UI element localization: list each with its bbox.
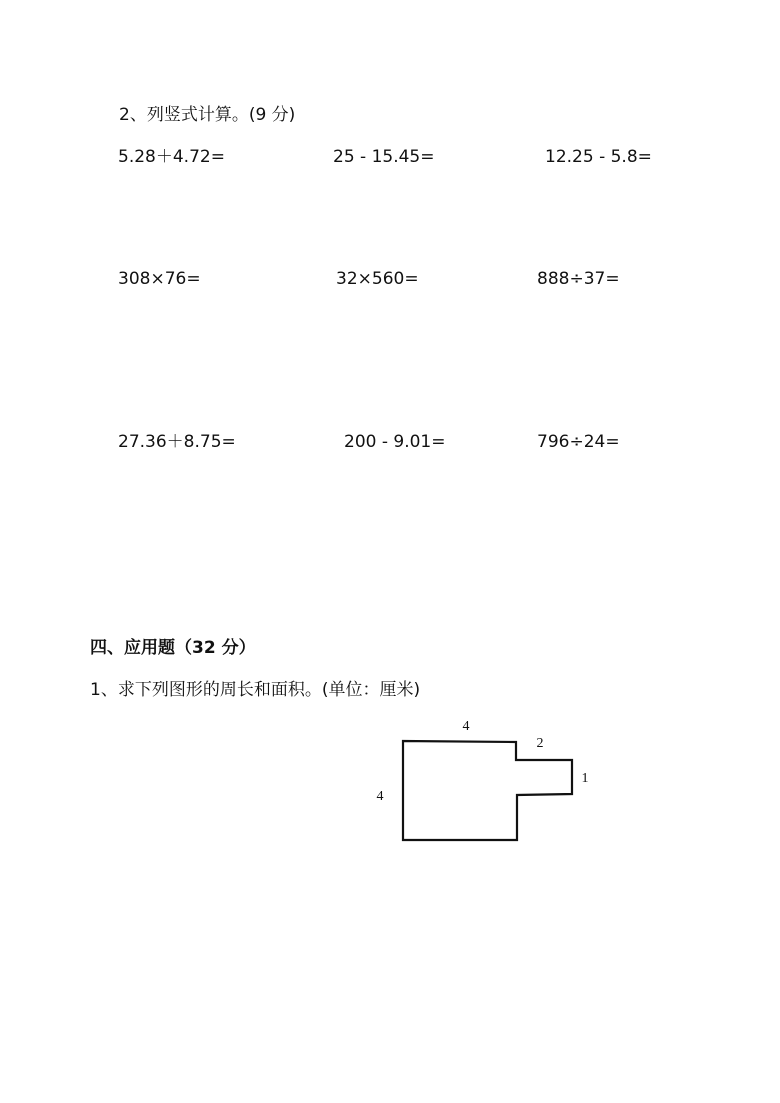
label-step-length: 2 [536, 736, 544, 751]
label-tab-height: 1 [581, 771, 589, 786]
section-4-heading: 四、应用题（32 分） [90, 638, 256, 658]
problem-1: 5.28＋4.72= [118, 147, 225, 167]
problem-6: 888÷37= [537, 269, 620, 289]
problem-7: 27.36＋8.75= [118, 432, 236, 452]
composite-shape-outline [403, 741, 572, 840]
label-top-length: 4 [462, 719, 470, 734]
problem-2: 25 - 15.45= [333, 147, 435, 167]
problem-3: 12.25 - 5.8= [545, 147, 652, 167]
problem-4: 308×76= [118, 269, 201, 289]
label-left-height: 4 [376, 789, 384, 804]
problem-9: 796÷24= [537, 432, 620, 452]
problem-8: 200 - 9.01= [344, 432, 446, 452]
problem-5: 32×560= [336, 269, 419, 289]
section-2-title: 2、列竖式计算。(9 分) [119, 105, 296, 125]
composite-shape-figure [360, 710, 600, 850]
question-1: 1、求下列图形的周长和面积。(单位：厘米) [90, 680, 421, 700]
